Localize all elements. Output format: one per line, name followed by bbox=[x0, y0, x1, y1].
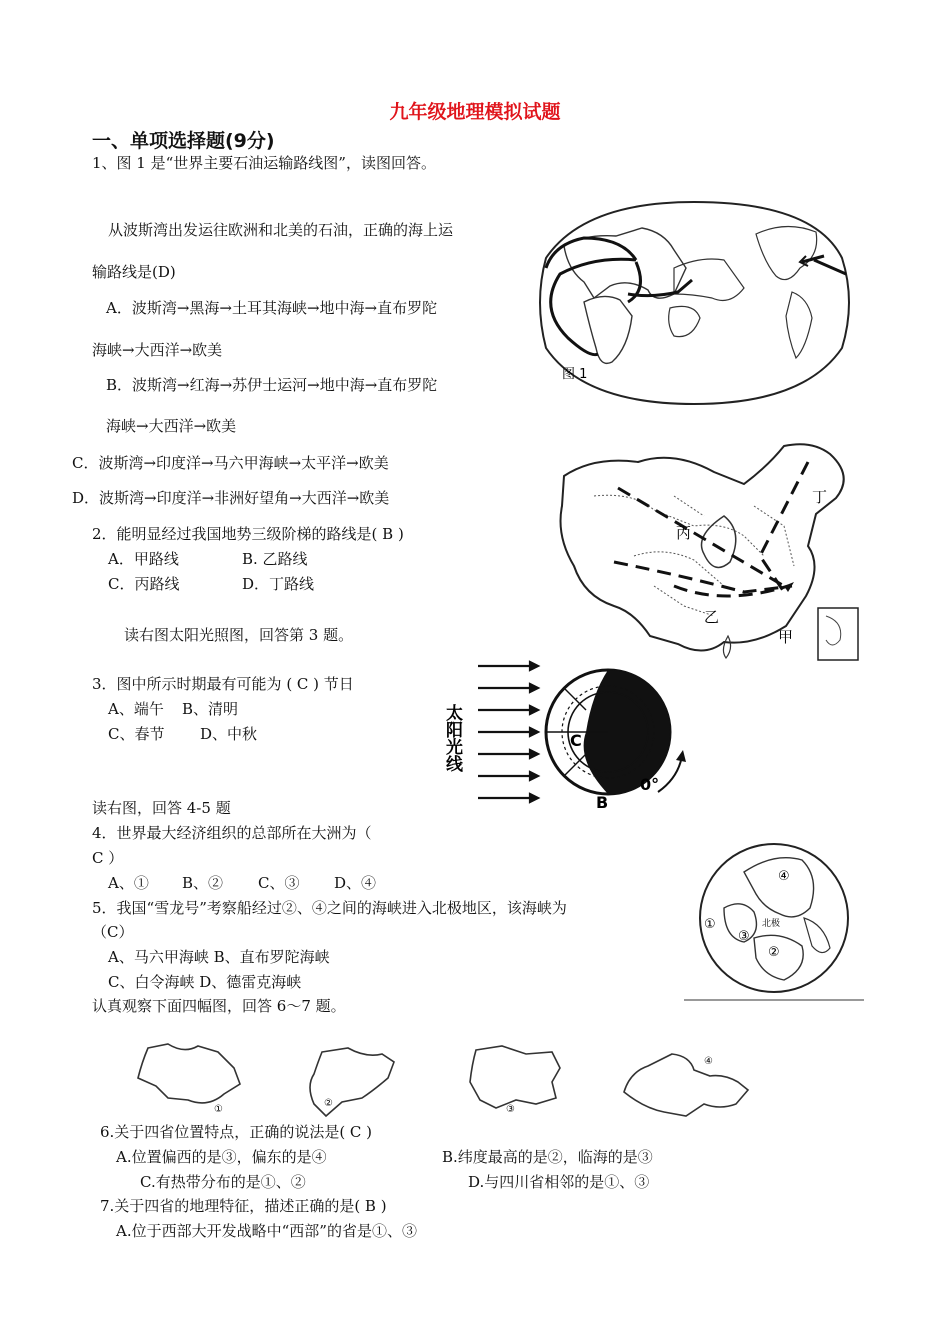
q4-option-c: C、③ bbox=[258, 874, 300, 892]
q1-stem-line2: 输路线是(D) bbox=[92, 263, 176, 281]
q3-option-d: D、中秋 bbox=[200, 725, 258, 743]
q5-stem-line1: 5．我国“雪龙号”考察船经过②、④之间的海峡进入北极地区，该海峡为 bbox=[92, 899, 567, 917]
polar-label-1: ① bbox=[704, 917, 716, 932]
q2-option-d: D．丁路线 bbox=[242, 575, 315, 593]
north-pole-label: 北极 bbox=[762, 919, 781, 929]
q6-stem: 6.关于四省位置特点，正确的说法是( C ) bbox=[100, 1123, 373, 1141]
q2-stem: 2．能明显经过我国地势三级阶梯的路线是( B ) bbox=[92, 525, 404, 543]
fig1-label: 图 1 bbox=[562, 367, 588, 382]
degree-label: 0° bbox=[640, 775, 660, 794]
q2-option-b: B. 乙路线 bbox=[242, 550, 308, 568]
point-c-label: C bbox=[570, 731, 582, 750]
q3-option-c: C、春节 bbox=[108, 725, 165, 743]
province-shape-2 bbox=[288, 1044, 408, 1124]
province-shape-3 bbox=[456, 1042, 576, 1122]
q1-intro: 1、图 1 是“世界主要石油运输路线图”，读图回答。 bbox=[92, 154, 436, 172]
q45-intro: 读右图，回答 4-5 题 bbox=[92, 799, 231, 817]
polar-label-3: ③ bbox=[738, 929, 750, 944]
q1-option-a-line1: A．波斯湾→黑海→土耳其海峡→地中海→直布罗陀 bbox=[106, 299, 438, 317]
q3-option-a: A、端午 bbox=[108, 700, 164, 718]
q6-option-c: C.有热带分布的是①、② bbox=[140, 1173, 306, 1191]
page-title: 九年级地理模拟试题 bbox=[389, 101, 561, 123]
point-b-label: B bbox=[596, 793, 609, 812]
polar-projection-map bbox=[684, 838, 864, 1004]
q3-intro: 读右图太阳光照图，回答第 3 题。 bbox=[124, 626, 354, 644]
q4-option-b: B、② bbox=[182, 874, 224, 892]
q5-options-ab: A、马六甲海峡 B、直布罗陀海峡 bbox=[108, 948, 330, 966]
q5-stem-line2: （C） bbox=[92, 923, 134, 941]
q3-option-b: B、清明 bbox=[182, 700, 239, 718]
polar-label-4: ④ bbox=[778, 869, 790, 884]
q1-option-b-line1: B．波斯湾→红海→苏伊士运河→地中海→直布罗陀 bbox=[106, 376, 438, 394]
q4-stem-line2: C ） bbox=[92, 849, 124, 867]
province-label-2: ② bbox=[324, 1098, 333, 1109]
sunlight-diagram bbox=[442, 660, 696, 812]
q3-stem: 3．图中所示时期最有可能为 ( C ) 节日 bbox=[92, 675, 354, 693]
q6-option-b: B.纬度最高的是②，临海的是③ bbox=[442, 1148, 653, 1166]
q7-option-a: A.位于西部大开发战略中“西部”的省是①、③ bbox=[116, 1222, 417, 1240]
province-shape-4 bbox=[620, 1046, 760, 1126]
sunlight-label: 太阳光线 bbox=[442, 704, 462, 772]
q1-option-a-line2: 海峡→大西洋→欧美 bbox=[92, 341, 223, 359]
china-route-map bbox=[554, 436, 864, 668]
polar-label-2: ② bbox=[768, 945, 780, 960]
q7-stem: 7.关于四省的地理特征，描述正确的是( B ) bbox=[100, 1197, 387, 1215]
province-label-4: ④ bbox=[704, 1056, 713, 1067]
q6-option-d: D.与四川省相邻的是①、③ bbox=[468, 1173, 650, 1191]
q1-option-d: D．波斯湾→印度洋→非洲好望角→大西洋→欧美 bbox=[72, 489, 390, 507]
q1-option-c: C．波斯湾→印度洋→马六甲海峡→太平洋→欧美 bbox=[72, 454, 389, 472]
route-label-jia: 甲 bbox=[778, 628, 794, 646]
province-shape-1 bbox=[128, 1038, 248, 1118]
province-label-1: ① bbox=[214, 1104, 223, 1115]
world-oil-route-map bbox=[524, 198, 862, 406]
route-label-bing: 丙 bbox=[676, 524, 692, 542]
section-heading: 一、单项选择题(9分) bbox=[92, 130, 275, 152]
q4-option-d: D、④ bbox=[334, 874, 377, 892]
province-label-3: ③ bbox=[506, 1104, 515, 1115]
q67-intro: 认真观察下面四幅图，回答 6～7 题。 bbox=[92, 997, 346, 1015]
q6-option-a: A.位置偏西的是③，偏东的是④ bbox=[116, 1148, 327, 1166]
q5-options-cd: C、白令海峡 D、德雷克海峡 bbox=[108, 973, 302, 991]
q4-option-a: A、① bbox=[108, 874, 149, 892]
route-label-ding: 丁 bbox=[812, 488, 828, 506]
q1-stem-line1: 从波斯湾出发运往欧洲和北美的石油，正确的海上运 bbox=[108, 221, 454, 239]
q2-option-c: C．丙路线 bbox=[108, 575, 180, 593]
q1-option-b-line2: 海峡→大西洋→欧美 bbox=[106, 417, 237, 435]
route-label-yi: 乙 bbox=[704, 608, 720, 626]
q4-stem-line1: 4．世界最大经济组织的总部所在大洲为（ bbox=[92, 824, 372, 842]
q2-option-a: A．甲路线 bbox=[108, 550, 179, 568]
